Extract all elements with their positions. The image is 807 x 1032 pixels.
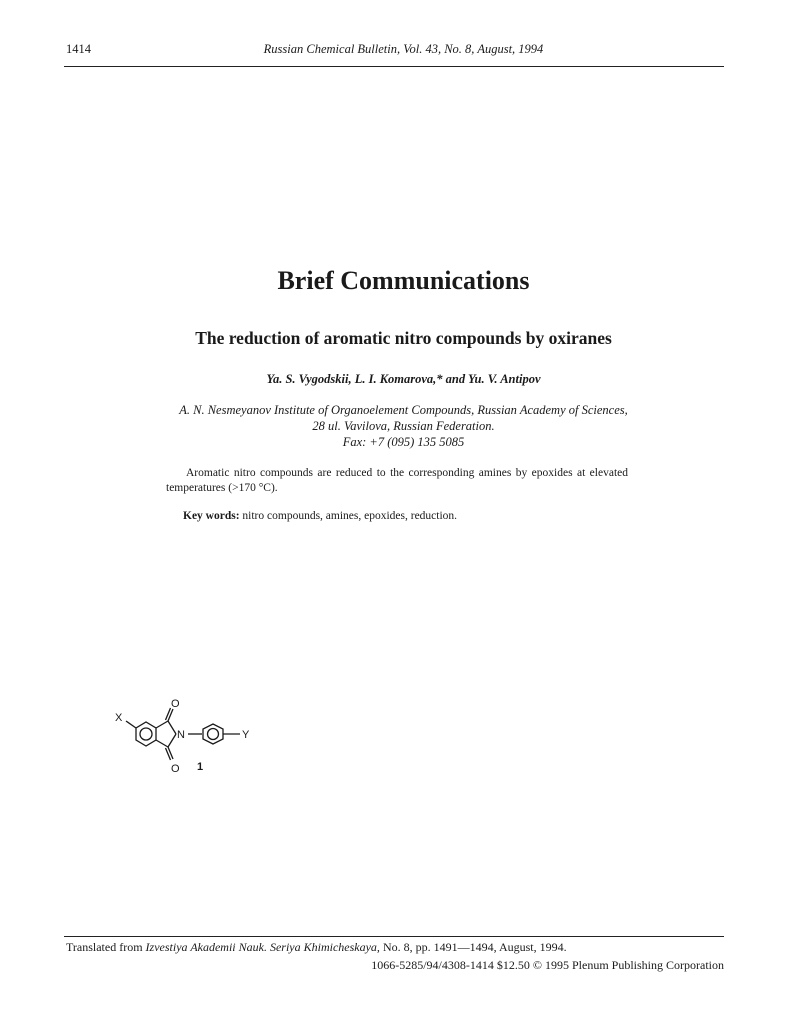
affiliation-line-2: 28 ul. Vavilova, Russian Federation.	[312, 419, 495, 433]
translation-note: Translated from Izvestiya Akademii Nauk. Seriya Khimicheskaya, No. 8, pp. 1491—1494, August, 1994.	[66, 940, 567, 954]
section-title: Brief Communications	[277, 266, 530, 295]
aromatic-circle-right	[208, 729, 219, 740]
copyright-line: 1066-5285/94/4308-1414 $12.50 © 1995 Plenum Publishing Corporation	[371, 958, 724, 972]
compound-number: 1	[197, 761, 204, 773]
abstract: Aromatic nitro compounds are reduced to the corresponding amines by epoxides at elevated temperatures (>170 °C).	[166, 467, 628, 494]
source-journal: Izvestiya Akademii Nauk. Seriya Khimicheskaya,	[145, 940, 380, 954]
keywords	[183, 510, 457, 522]
carbonyl-o-top: O	[171, 698, 180, 710]
keywords-text: nitro compounds, amines, epoxides, reduction.	[242, 510, 458, 522]
x-bond	[126, 721, 136, 728]
paper-title: The reduction of aromatic nitro compounds by oxiranes	[195, 328, 612, 348]
y-label: Y	[242, 729, 250, 741]
authors: Ya. S. Vygodskii, L. I. Komarova,* and Yu. V. Antipov	[266, 372, 541, 386]
keywords-label: Key words:	[183, 510, 240, 522]
chemical-structure-scheme	[110, 688, 360, 783]
footer-rule	[64, 936, 724, 937]
x-label: X	[115, 712, 123, 724]
aromatic-circle-left	[140, 728, 152, 740]
running-header-journal: Russian Chemical Bulletin, Vol. 43, No. 8, August, 1994	[263, 42, 544, 56]
benzene-ring-right	[203, 724, 223, 744]
header-rule	[64, 66, 724, 67]
page-number: 1414	[66, 42, 91, 56]
affiliation	[0, 402, 807, 450]
affiliation-line-1: A. N. Nesmeyanov Institute of Organoelement Compounds, Russian Academy of Sciences,	[179, 403, 628, 417]
n-label: N	[177, 729, 185, 741]
affiliation-line-3: Fax: +7 (095) 135 5085	[342, 435, 465, 449]
carbonyl-o-bottom: O	[171, 763, 180, 775]
benzene-ring-left	[136, 722, 156, 746]
